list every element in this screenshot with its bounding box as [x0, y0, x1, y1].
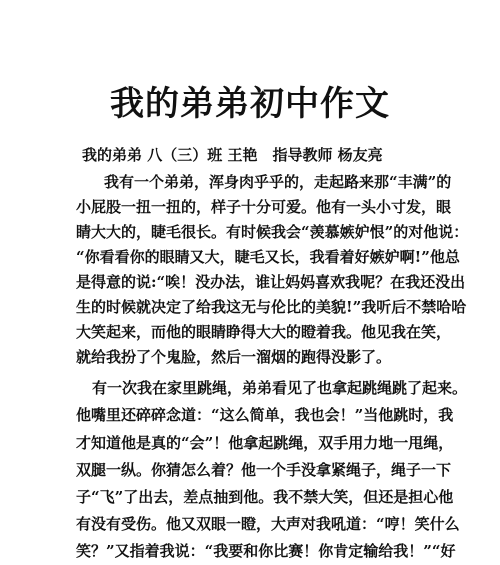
article-byline: 我的弟弟 八（三）班 王艳 指导教师 杨友亮: [82, 146, 383, 164]
body-line-9: 有一次我在家里跳绳，弟弟看见了也拿起跳绳跳了起来。: [92, 379, 468, 397]
body-line-4: “你看看你的眼睛又大，睫毛又长，我看着好嫉妒啊!”他总: [76, 248, 460, 266]
body-line-15: 笑？”又指着我说：“我要和你比赛！你肯定输给我！”“好: [76, 542, 456, 560]
body-line-5: 是得意的说:“唉！没办法，谁让妈妈喜欢我呢？在我还没出: [76, 273, 466, 291]
body-line-13: 子“飞”了出去，差点抽到他。我不禁大笑，但还是担心他: [76, 488, 454, 506]
body-line-8: 就给我扮了个鬼脸，然后一溜烟的跑得没影了。: [76, 348, 392, 366]
body-line-11: 才知道他是真的“会”！他拿起跳绳，双手用力地一甩绳，: [76, 434, 454, 452]
body-line-6: 生的时候就决定了给我这无与伦比的美貌!”我听后不禁哈哈: [76, 298, 467, 316]
body-line-7: 大笑起来，而他的眼睛睁得大大的瞪着我。他见我在笑，: [76, 323, 452, 341]
article-title: 我的弟弟初中作文: [110, 84, 390, 124]
body-line-3: 睛大大的，睫毛很长。有时候我会“羡慕嫉妒恨”的对他说：: [76, 223, 469, 241]
body-line-10: 他嘴里还碎碎念道：“这么简单，我也会！”当他跳时，我: [76, 406, 454, 424]
body-line-2: 小屁股一扭一扭的，样子十分可爱。他有一头小寸发，眼: [76, 198, 452, 216]
body-line-1: 我有一个弟弟，浑身肉乎乎的，走起路来那“丰满”的: [104, 173, 452, 191]
body-line-14: 有没有受伤。他又双眼一瞪，大声对我吼道：“哼！笑什么: [76, 515, 460, 533]
body-line-12: 双腿一纵。你猜怎么着？他一个手没拿紧绳子，绳子一下: [76, 461, 452, 479]
